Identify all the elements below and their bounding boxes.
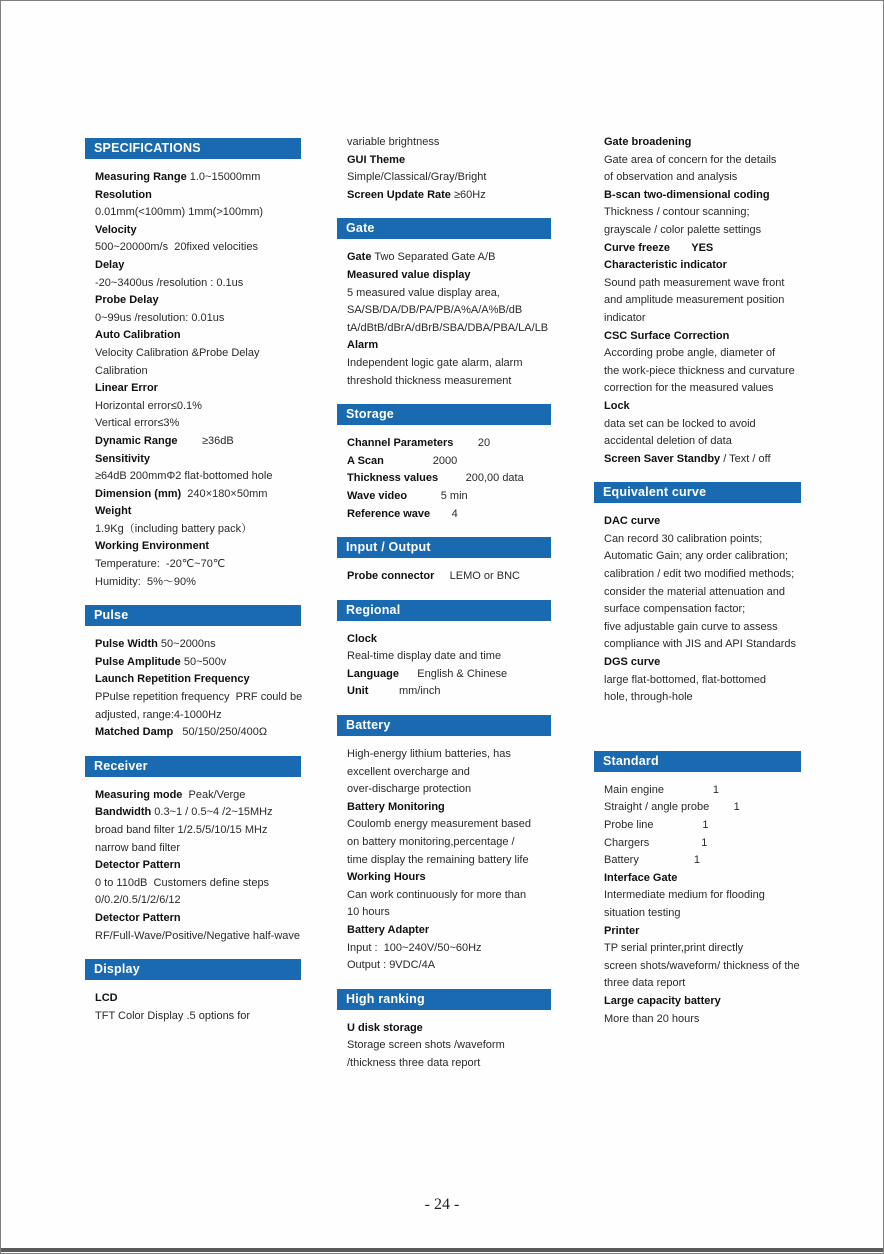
spec-label: DAC curve bbox=[604, 515, 661, 528]
spec-value: 4 bbox=[430, 507, 458, 520]
spec-label: Bandwidth bbox=[95, 806, 152, 819]
spec-line bbox=[604, 940, 801, 958]
spec-line bbox=[347, 568, 551, 586]
spec-label: Gate broadening bbox=[604, 136, 692, 148]
spec-value: calibration / edit two modified methods; bbox=[604, 568, 795, 581]
spec-line bbox=[347, 435, 551, 453]
spec-value: More than 20 hours bbox=[604, 1012, 700, 1025]
spec-label: Wave video bbox=[347, 489, 408, 502]
spec-value: Temperature: -20℃~70℃ bbox=[95, 558, 226, 571]
spec-line bbox=[604, 187, 801, 205]
spec-value: surface compensation factor; bbox=[604, 603, 746, 616]
spec-value: Sound path measurement wave front bbox=[604, 276, 785, 289]
spec-label: DGS curve bbox=[604, 656, 661, 669]
section-body bbox=[85, 169, 301, 591]
section-body bbox=[337, 1020, 551, 1073]
spec-line bbox=[347, 320, 551, 338]
spec-label: Probe connector bbox=[347, 570, 435, 583]
spec-line bbox=[604, 240, 801, 258]
spec-line bbox=[347, 940, 551, 958]
spec-line bbox=[604, 817, 801, 835]
spec-line bbox=[347, 506, 551, 524]
spec-value: Straight / angle probe 1 bbox=[604, 801, 740, 814]
spec-line bbox=[347, 746, 551, 764]
spec-line bbox=[604, 905, 801, 923]
spec-value: Storage screen shots /waveform bbox=[347, 1039, 505, 1052]
spec-value: consider the material attenuation and bbox=[604, 585, 786, 598]
section-body bbox=[594, 513, 801, 707]
spec-line bbox=[604, 222, 801, 240]
spec-line bbox=[95, 451, 301, 469]
spec-label: GUI Theme bbox=[347, 153, 406, 166]
spec-value: ≥60Hz bbox=[450, 188, 486, 201]
spec-value: Can work continuously for more than bbox=[347, 888, 527, 901]
spec-label: Large capacity battery bbox=[604, 994, 721, 1007]
spec-line bbox=[95, 671, 301, 689]
spec-value: Independent logic gate alarm, alarm bbox=[347, 356, 523, 369]
spec-line bbox=[347, 470, 551, 488]
spec-line bbox=[95, 275, 301, 293]
spec-line bbox=[604, 887, 801, 905]
spec-label: Velocity bbox=[95, 223, 137, 236]
spec-line bbox=[95, 787, 301, 805]
spec-line bbox=[95, 840, 301, 858]
spec-value: Battery 1 bbox=[604, 854, 700, 867]
spec-value: 0~99us /resolution: 0.01us bbox=[95, 311, 225, 324]
spec-line bbox=[347, 648, 551, 666]
section-header-display: Display bbox=[85, 959, 301, 980]
spec-line bbox=[347, 666, 551, 684]
spec-value: compliance with JIS and API Standards bbox=[604, 638, 796, 651]
spec-value: English & Chinese bbox=[398, 667, 508, 680]
spec-label: Characteristic indicator bbox=[604, 259, 727, 272]
section-header-battery: Battery bbox=[337, 715, 551, 736]
spec-value: large flat-bottomed, flat-bottomed bbox=[604, 673, 767, 686]
spec-line bbox=[604, 310, 801, 328]
spec-line bbox=[347, 799, 551, 817]
spec-value: Simple/Classical/Gray/Bright bbox=[347, 171, 487, 184]
spec-line bbox=[95, 1008, 301, 1026]
spec-label: Interface Gate bbox=[604, 871, 678, 884]
section-header-storage: Storage bbox=[337, 404, 551, 425]
spec-line bbox=[604, 204, 801, 222]
section-header-receiver: Receiver bbox=[85, 756, 301, 777]
spec-line bbox=[347, 957, 551, 975]
spec-label: Gate bbox=[347, 251, 372, 264]
spec-line bbox=[95, 857, 301, 875]
spec-line bbox=[95, 503, 301, 521]
spec-line bbox=[95, 380, 301, 398]
spec-value: 1.0~15000mm bbox=[186, 171, 261, 183]
spec-value: 500~20000m/s 20fixed velocities bbox=[95, 241, 258, 254]
spec-line bbox=[347, 683, 551, 701]
spec-line bbox=[347, 631, 551, 649]
spec-line bbox=[347, 355, 551, 373]
spec-value: Peak/Verge bbox=[182, 788, 246, 801]
spec-value: Two Separated Gate A/B bbox=[371, 251, 496, 264]
spec-line bbox=[604, 380, 801, 398]
spec-value: PPulse repetition frequency PRF could be bbox=[95, 691, 303, 704]
spec-line bbox=[604, 398, 801, 416]
spec-value: 0/0.2/0.5/1/2/6/12 bbox=[95, 894, 181, 907]
spec-line bbox=[95, 822, 301, 840]
spec-line bbox=[604, 363, 801, 381]
spec-line bbox=[604, 852, 801, 870]
spec-label: Detector Pattern bbox=[95, 911, 181, 924]
spec-label: Measuring mode bbox=[95, 788, 183, 801]
spec-line bbox=[604, 601, 801, 619]
spec-line bbox=[604, 584, 801, 602]
spec-line bbox=[95, 875, 301, 893]
spec-value: /thickness three data report bbox=[347, 1056, 481, 1069]
spec-value: 200,00 data bbox=[438, 472, 524, 485]
spec-value: variable brightness bbox=[347, 136, 440, 148]
spec-value: of observation and analysis bbox=[604, 171, 738, 184]
spec-line bbox=[347, 285, 551, 303]
spec-value: Velocity Calibration &Probe Delay bbox=[95, 346, 260, 359]
spec-line bbox=[95, 892, 301, 910]
spec-line bbox=[347, 134, 551, 152]
section-header-pulse: Pulse bbox=[85, 605, 301, 626]
section-header-specifications: SPECIFICATIONS bbox=[85, 138, 301, 159]
spec-label: Sensitivity bbox=[95, 452, 151, 465]
spec-label: Detector Pattern bbox=[95, 859, 181, 872]
spec-line bbox=[95, 169, 301, 187]
column-3 bbox=[594, 134, 801, 1028]
spec-label: Auto Calibration bbox=[95, 329, 181, 342]
spec-label: Measured value display bbox=[347, 268, 471, 281]
spec-line bbox=[347, 373, 551, 391]
spec-line bbox=[347, 764, 551, 782]
spec-line bbox=[604, 292, 801, 310]
footer-bar bbox=[1, 1248, 883, 1252]
spec-label: Lock bbox=[604, 399, 630, 412]
spec-line bbox=[604, 345, 801, 363]
spec-label: Pulse Amplitude bbox=[95, 655, 181, 668]
spec-line bbox=[604, 993, 801, 1011]
spec-line bbox=[604, 566, 801, 584]
spec-label: Channel Parameters bbox=[347, 437, 454, 450]
spec-value: 0 to 110dB Customers define steps bbox=[95, 876, 270, 889]
spec-value: Calibration bbox=[95, 364, 148, 377]
spec-label: Thickness values bbox=[347, 472, 439, 485]
spec-value: accidental deletion of data bbox=[604, 435, 732, 448]
spec-value: screen shots/waveform/ thickness of the bbox=[604, 959, 800, 972]
spec-value: tA/dBtB/dBrA/dBrB/SBA/DBA/PBA/LA/LB bbox=[347, 321, 549, 334]
spec-value: Main engine 1 bbox=[604, 783, 719, 796]
spec-line bbox=[95, 689, 301, 707]
spec-value: High-energy lithium batteries, has bbox=[347, 748, 511, 761]
spec-line bbox=[604, 513, 801, 531]
spec-value: threshold thickness measurement bbox=[347, 374, 512, 387]
spec-value: broad band filter 1/2.5/5/10/15 MHz bbox=[95, 824, 268, 836]
spec-label: Linear Error bbox=[95, 382, 158, 395]
section-body bbox=[337, 249, 551, 390]
spec-line bbox=[95, 928, 301, 946]
spec-line bbox=[604, 654, 801, 672]
spec-value: Input : 100~240V/50~60Hz bbox=[347, 941, 482, 954]
spec-value: situation testing bbox=[604, 906, 681, 919]
spec-value: -20~3400us /resolution : 0.1us bbox=[95, 276, 244, 289]
spec-value: correction for the measured values bbox=[604, 382, 774, 395]
spec-line bbox=[95, 415, 301, 433]
spec-label: Screen Saver Standby bbox=[604, 452, 721, 465]
spec-value: TFT Color Display .5 options for bbox=[95, 1009, 251, 1022]
spec-value: / Text / off bbox=[720, 452, 771, 465]
spec-value: narrow band filter bbox=[95, 841, 180, 854]
spec-value: mm/inch bbox=[368, 685, 441, 698]
spec-line bbox=[95, 239, 301, 257]
spec-value: 50/150/250/400Ω bbox=[173, 726, 268, 739]
spec-value: the work-piece thickness and curvature bbox=[604, 364, 795, 377]
spec-line bbox=[347, 922, 551, 940]
spec-label: Launch Repetition Frequency bbox=[95, 673, 250, 686]
spec-line bbox=[347, 1037, 551, 1055]
spec-value: Humidity: 5%～90% bbox=[95, 575, 196, 588]
section-body bbox=[85, 787, 301, 945]
spec-line bbox=[604, 134, 801, 152]
spec-value: hole, through-hole bbox=[604, 691, 693, 704]
spec-line bbox=[347, 267, 551, 285]
spec-line bbox=[347, 187, 551, 205]
spec-line bbox=[347, 887, 551, 905]
spec-line bbox=[95, 486, 301, 504]
spec-line bbox=[604, 672, 801, 690]
spec-label: Delay bbox=[95, 258, 125, 271]
spec-line bbox=[95, 990, 301, 1008]
spec-label: Curve freeze bbox=[604, 241, 671, 254]
spec-line bbox=[604, 1011, 801, 1029]
section-header-regional: Regional bbox=[337, 600, 551, 621]
section-body bbox=[337, 631, 551, 701]
spec-label: Working Environment bbox=[95, 540, 210, 553]
section-body bbox=[594, 134, 801, 468]
spec-line bbox=[604, 169, 801, 187]
spec-value: indicator bbox=[604, 311, 646, 324]
spec-line bbox=[95, 204, 301, 222]
spec-value: Vertical error≤3% bbox=[95, 417, 180, 430]
spec-value: Intermediate medium for flooding bbox=[604, 889, 765, 902]
spec-line bbox=[347, 834, 551, 852]
spec-line bbox=[604, 257, 801, 275]
spec-line bbox=[604, 619, 801, 637]
spec-line bbox=[604, 152, 801, 170]
spec-line bbox=[347, 337, 551, 355]
spec-value: adjusted, range:4-1000Hz bbox=[95, 708, 222, 721]
section-body bbox=[337, 134, 551, 204]
spec-label: Language bbox=[347, 667, 399, 680]
spec-value: 5 min bbox=[407, 489, 468, 502]
spec-value: 2000 bbox=[383, 454, 458, 467]
spec-line bbox=[604, 433, 801, 451]
spec-value: Gate area of concern for the details bbox=[604, 153, 777, 166]
spec-value: time display the remaining battery life bbox=[347, 853, 529, 866]
spec-value: and amplitude measurement position bbox=[604, 294, 785, 307]
spec-line bbox=[347, 488, 551, 506]
spec-line bbox=[95, 724, 301, 742]
spec-label: Battery Monitoring bbox=[347, 800, 445, 813]
spec-value: Horizontal error≤0.1% bbox=[95, 399, 202, 412]
spec-value: 50~500v bbox=[180, 655, 227, 668]
spec-line bbox=[95, 574, 301, 592]
spec-value: 20 bbox=[453, 437, 491, 450]
spec-value: grayscale / color palette settings bbox=[604, 223, 762, 236]
spec-value: ≥36dB bbox=[177, 434, 234, 447]
spec-label: Probe Delay bbox=[95, 294, 159, 307]
spec-value: three data report bbox=[604, 977, 686, 990]
spec-value: 50~2000ns bbox=[157, 638, 216, 651]
spec-value: 5 measured value display area, bbox=[347, 286, 500, 299]
spec-value: over-discharge protection bbox=[347, 783, 472, 796]
spec-label: Battery Adapter bbox=[347, 924, 430, 936]
spec-line bbox=[95, 292, 301, 310]
section-header-gate: Gate bbox=[337, 218, 551, 239]
spec-line bbox=[604, 451, 801, 469]
spec-line bbox=[604, 275, 801, 293]
spec-line bbox=[95, 433, 301, 451]
spec-line bbox=[95, 327, 301, 345]
spec-value: 240×180×50mm bbox=[181, 487, 268, 500]
spec-line bbox=[347, 781, 551, 799]
spec-line bbox=[347, 904, 551, 922]
spec-value: SA/SB/DA/DB/PA/PB/A%A/A%B/dB bbox=[347, 304, 523, 317]
spec-line bbox=[604, 923, 801, 941]
spec-value: 0.01mm(<100mm) 1mm(>100mm) bbox=[95, 206, 264, 219]
spec-line bbox=[347, 869, 551, 887]
section-body bbox=[594, 782, 801, 1028]
spec-line bbox=[95, 556, 301, 574]
spec-value: Can record 30 calibration points; bbox=[604, 532, 763, 545]
section-body bbox=[337, 746, 551, 975]
spec-line bbox=[604, 636, 801, 654]
spec-line bbox=[95, 345, 301, 363]
spec-line bbox=[347, 1020, 551, 1038]
spec-value: Chargers 1 bbox=[604, 836, 708, 849]
spec-label: Weight bbox=[95, 505, 132, 518]
spec-line bbox=[95, 310, 301, 328]
spec-line bbox=[347, 1055, 551, 1073]
spec-line bbox=[95, 222, 301, 240]
spec-line bbox=[95, 654, 301, 672]
spec-value: excellent overcharge and bbox=[347, 765, 470, 778]
section-body bbox=[85, 990, 301, 1025]
spec-label: U disk storage bbox=[347, 1021, 423, 1034]
spec-value: Coulomb energy measurement based bbox=[347, 818, 532, 831]
spec-line bbox=[347, 302, 551, 320]
spec-label: Screen Update Rate bbox=[347, 188, 451, 201]
spec-line bbox=[604, 975, 801, 993]
spec-value: on battery monitoring,percentage / bbox=[347, 836, 515, 849]
spec-value: RF/Full-Wave/Positive/Negative half-wave bbox=[95, 929, 300, 942]
spec-label: Printer bbox=[604, 924, 640, 937]
spec-line bbox=[604, 548, 801, 566]
spec-line bbox=[604, 870, 801, 888]
spec-label: Pulse Width bbox=[95, 638, 158, 651]
spec-line bbox=[604, 531, 801, 549]
spec-line bbox=[95, 521, 301, 539]
spec-line bbox=[95, 804, 301, 822]
spec-line bbox=[604, 328, 801, 346]
section-body bbox=[337, 568, 551, 586]
spec-line bbox=[347, 249, 551, 267]
section-body bbox=[337, 435, 551, 523]
page-number: - 24 - bbox=[424, 1196, 460, 1213]
spec-label: Clock bbox=[347, 632, 377, 645]
spec-value: TP serial printer,print directly bbox=[604, 942, 744, 955]
spec-value: LEMO or BNC bbox=[434, 570, 520, 583]
spec-line bbox=[604, 958, 801, 976]
spec-value: five adjustable gain curve to assess bbox=[604, 620, 778, 633]
spec-label: Working Hours bbox=[347, 871, 426, 884]
spec-value: According probe angle, diameter of bbox=[604, 347, 776, 360]
spec-line bbox=[95, 636, 301, 654]
column-2 bbox=[337, 134, 551, 1073]
section-header-input-output: Input / Output bbox=[337, 537, 551, 558]
spec-line bbox=[95, 910, 301, 928]
spec-label: Dimension (mm) bbox=[95, 487, 182, 500]
section-header-equivalent-curve: Equivalent curve bbox=[594, 482, 801, 503]
spec-line bbox=[347, 169, 551, 187]
spec-value: Output : 9VDC/4A bbox=[347, 959, 436, 972]
section-header-standard: Standard bbox=[594, 751, 801, 772]
spec-label: B-scan two-dimensional coding bbox=[604, 188, 770, 201]
section-body bbox=[85, 636, 301, 742]
spec-line bbox=[95, 398, 301, 416]
spec-label: Unit bbox=[347, 685, 369, 698]
column-1 bbox=[85, 138, 301, 1025]
spec-value: Real-time display date and time bbox=[347, 650, 502, 663]
spec-line bbox=[95, 538, 301, 556]
spec-label: LCD bbox=[95, 992, 118, 1005]
spec-label: YES bbox=[670, 241, 714, 254]
spec-label: CSC Surface Correction bbox=[604, 329, 730, 342]
spec-value: Probe line 1 bbox=[604, 819, 709, 831]
spec-line bbox=[604, 782, 801, 800]
spec-line bbox=[95, 707, 301, 725]
spec-line bbox=[604, 689, 801, 707]
spec-line bbox=[95, 187, 301, 205]
spec-line bbox=[604, 416, 801, 434]
section-header-high-ranking: High ranking bbox=[337, 989, 551, 1010]
spec-line bbox=[347, 852, 551, 870]
spec-label: Measuring Range bbox=[95, 171, 187, 183]
spec-label: Reference wave bbox=[347, 507, 431, 520]
spec-label: A Scan bbox=[347, 454, 384, 467]
spec-label: Dynamic Range bbox=[95, 434, 178, 447]
spec-line bbox=[347, 816, 551, 834]
spec-value: Thickness / contour scanning; bbox=[604, 206, 750, 219]
spec-value: data set can be locked to avoid bbox=[604, 417, 756, 430]
spec-line bbox=[604, 799, 801, 817]
spec-label: Alarm bbox=[347, 339, 379, 352]
spec-line bbox=[95, 468, 301, 486]
spec-value: Automatic Gain; any order calibration; bbox=[604, 550, 789, 563]
spec-value: ≥64dB 200mmΦ2 flat-bottomed hole bbox=[95, 470, 273, 483]
spec-value: 0.3~1 / 0.5~4 /2~15MHz bbox=[151, 806, 273, 819]
spec-value: 10 hours bbox=[347, 906, 390, 919]
spec-label: Matched Damp bbox=[95, 726, 174, 739]
spec-value: 1.9Kg（including battery pack） bbox=[95, 522, 253, 535]
spec-line bbox=[95, 363, 301, 381]
spec-line bbox=[95, 257, 301, 275]
spec-line bbox=[604, 835, 801, 853]
spec-line bbox=[347, 453, 551, 471]
spec-label: Resolution bbox=[95, 188, 152, 201]
spec-line bbox=[347, 152, 551, 170]
